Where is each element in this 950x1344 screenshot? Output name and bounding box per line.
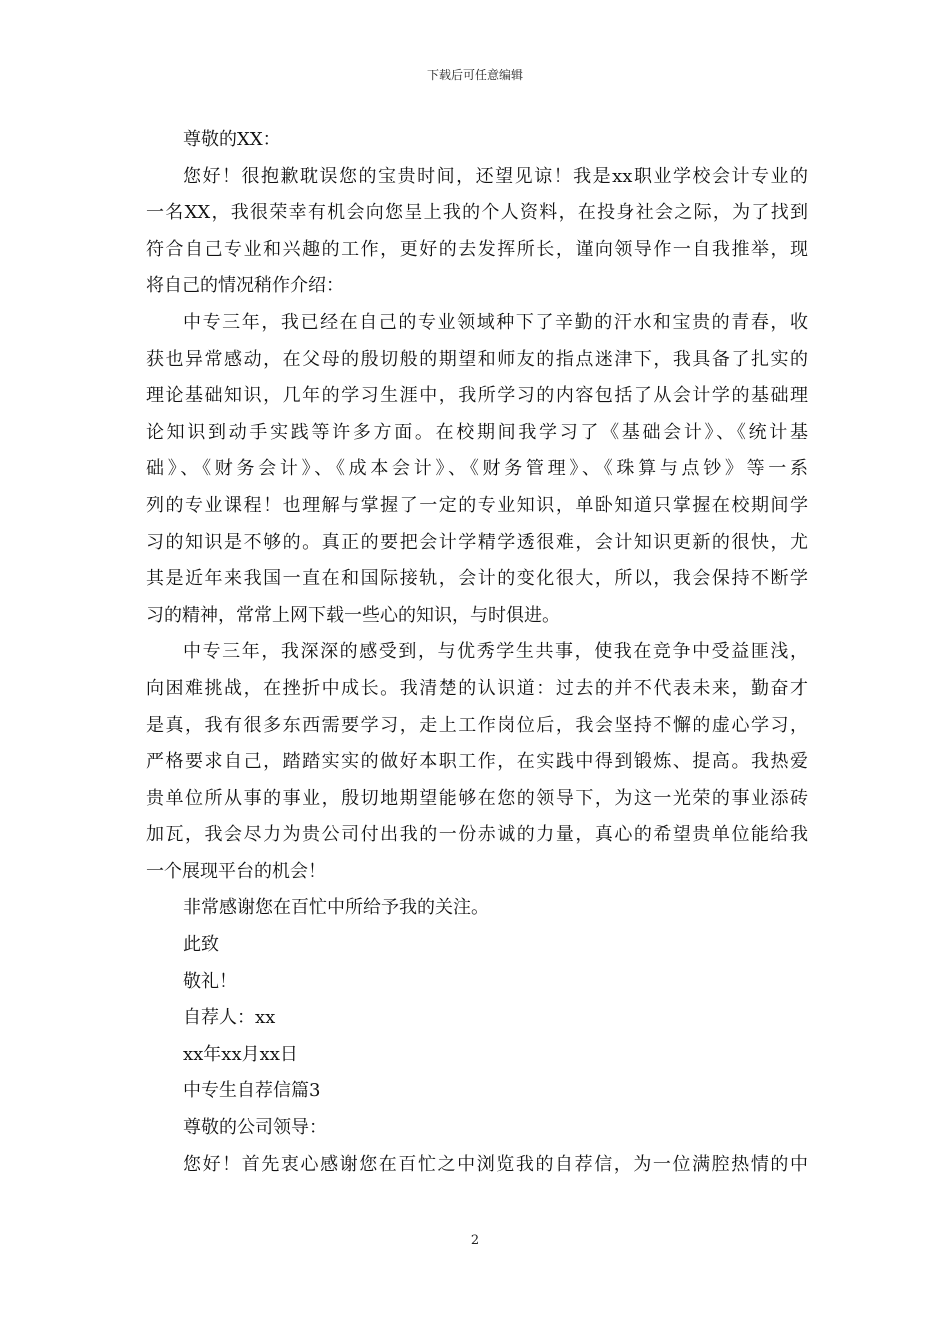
text-line: 非常感谢您在百忙中所给予我的关注。 [183,897,489,919]
text-line: 您好！很抱歉耽误您的宝贵时间，还望见谅！我是xx职业学校会计专业的 [183,165,808,187]
text-line: 习的精神，常常上网下载一些心的知识，与时俱进。 [146,604,560,626]
text-line: 论知识到动手实践等许多方面。在校期间我学习了《基础会计》、《统计基 [146,421,808,443]
text-line: 向困难挑战，在挫折中成长。我清楚的认识道：过去的并不代表未来，勤奋才 [146,677,808,699]
text-line: 一个展现平台的机会！ [146,860,326,882]
text-line: 其是近年来我国一直在和国际接轨，会计的变化很大，所以，我会保持不断学 [146,568,808,590]
page-number: 2 [470,1233,480,1248]
text-line: 您好！首先衷心感谢您在百忙之中浏览我的自荐信，为一位满腔热情的中 [183,1153,808,1175]
text-line: 中专三年，我深深的感受到，与优秀学生共事，使我在竞争中受益匪浅， [183,641,808,663]
text-line: 敬礼！ [183,970,237,992]
page-header-note: 下载后可任意编辑 [426,68,523,82]
text-line: 严格要求自己，踏踏实实的做好本职工作，在实践中得到锻炼、提高。我热爱 [146,751,808,773]
text-line: 一名XX，我很荣幸有机会向您呈上我的个人资料，在投身社会之际，为了找到 [146,202,808,224]
text-line: xx年xx月xx日 [183,1043,298,1065]
text-line: 获也异常感动，在父母的殷切般的期望和师友的指点迷津下，我具备了扎实的 [146,348,808,370]
text-line: 础》、《财务会计》、《成本会计》、《财务管理》、《珠算与点钞》等一系 [146,458,808,480]
text-line: 符合自己专业和兴趣的工作，更好的去发挥所长，谨向领导作一自我推举，现 [146,238,808,260]
text-line: 贵单位所从事的事业，殷切地期望能够在您的领导下，为这一光荣的事业添砖 [146,787,808,809]
text-line: 自荐人：xx [183,1007,276,1029]
text-line: 中专三年，我已经在自己的专业领域种下了辛勤的汗水和宝贵的青春，收 [183,311,808,333]
letter-body [146,122,808,1183]
text-line: 列的专业课程！也理解与掌握了一定的专业知识，单卧知道只掌握在校期间学 [146,494,808,516]
text-line: 将自己的情况稍作介绍： [146,275,344,297]
text-line: 尊敬的公司领导： [183,1117,327,1139]
text-line: 尊敬的XX： [183,129,281,150]
text-line: 是真，我有很多东西需要学习，走上工作岗位后，我会坚持不懈的虚心学习， [146,714,808,736]
text-line: 理论基础知识，几年的学习生涯中，我所学习的内容包括了从会计学的基础理 [146,385,808,407]
section-heading: 中专生自荐信篇3 [183,1080,321,1102]
text-line: 此致 [183,934,219,956]
text-line: 加瓦，我会尽力为贵公司付出我的一份赤诚的力量，真心的希望贵单位能给我 [146,824,808,846]
text-line: 习的知识是不够的。真正的要把会计学精学透很难，会计知识更新的很快，尤 [146,531,808,553]
